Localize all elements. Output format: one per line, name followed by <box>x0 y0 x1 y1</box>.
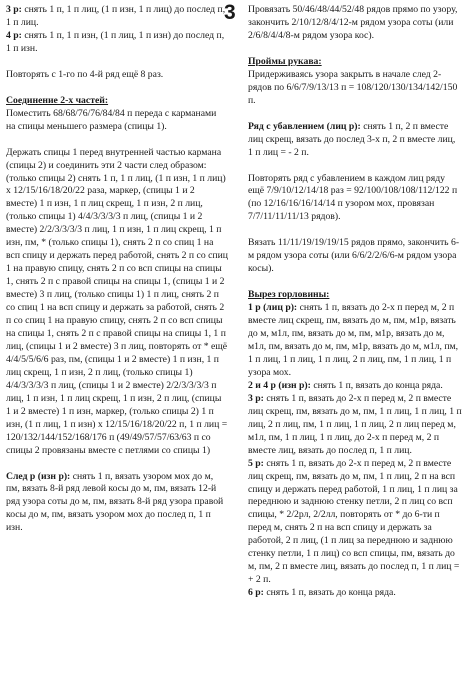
decrease-row-text: снять 1 п, 2 п вместе лиц скрещ, вязать до послед 3-х п, 2 п вместе лиц, 1 п лиц = - 2 п. <box>248 120 456 158</box>
next-row-text: снять 1 п, вязать узором мох до м, пм, вязать 8-й ряд левой косы до м, пм, вязать 12-й ряд узора соты до м, пм, вязать 8-й ряд узора правой косы до м, пм, вязать узором мох до послед п, 1 п изн. <box>6 470 224 534</box>
row-3-label: 3 р: <box>6 4 22 15</box>
neck-row-5-label: 5 р: <box>248 457 264 469</box>
row-3-text: снять 1 п, 1 п лиц, (1 п изн, 1 п лиц) до послед п, 1 п лиц. <box>6 4 226 28</box>
join-body: Держать спицы 1 перед внутренней частью кармана (спицы 2) и соединить эти 2 части след образом: (только спицы 2) снять 1 п, 1 п лиц, (1 п изн, 1 п лиц) х 12/15/16/18/20/22 раза, маркер, (спицы 1 и 2 вместе) 1 п изн, 1 п лиц скрещ, 1 п изн, 2 п лиц, (только спицы 1) 4/4/3/3/3/3 п лиц, (спицы 1 и 2 вместе) 2/2/3/3/3/3 п лиц, 1 п изн, 1 п лиц скрещ, 1 п изн, пм, * (только спицы 1), снять 2 п со спиц 1 на всп спицу и держать перед работой, снять 2 п со спиц 1 на правую спицу, снять 2 п со всп спицы на спицы 1, снять 2 п с правой спицы на спицы 1, (спицы 1 и 2 вместе) 3 п лиц, (только спицы 1) 1 п лиц, снять 2 п со спиц 1 на всп спицу и держать за работой, снять 2 п со спиц 1 на правую спицу, снять 2 п со всп спицы на спицы 1, снять 2 п с правой спицы на спицы 1, 1 п лиц, (спицы 1 и 2 вместе) 3 п лиц, повторять от * ещё 4/4/5/5/6/6 раз, пм, (спицы 1 и 2 вместе) 1 п изн, 1 п лиц скрещ, 1 п изн, 2 п лиц, (только спицы 1) 4/4/3/3/3/3 п лиц, (спицы 1 и 2 вместе) 2/2/3/3/3/3 п лиц, 1 п изн, 1 п лиц скрещ, 1 п изн, 2 п лиц, (спицы 1 и 2 вместе) 1 п изн, маркер, (только спицы 2) 1 п изн, (1 п лиц, 1 п изн) х 12/15/16/18/20/22 п, 1 п лиц = 120/132/144/152/168/176 п (49/49/57/57/63/63 п со спицы 2 провязаны вместе с петлями со спицы 1) <box>6 146 228 456</box>
neck-row-3-label: 3 р: <box>248 392 264 404</box>
neck-row-1-label: 1 р (лиц р): <box>248 302 298 314</box>
continue-instruction: Провязать 50/46/48/44/52/48 рядов прямо по узору, закончить 2/10/12/8/4/12-м рядом узора соты (или 2/6/8/4/4/8-м рядом узора кос). <box>248 4 458 41</box>
neck-row-5 <box>248 458 462 588</box>
neck-row-3-text: снять 1 п, вязать до 2-х п перед м, 2 п вместе лиц скрещ, пм, вязать до м, пм, 1 п лиц, 1 п лиц, 1 п лиц, 2 п лиц, пм, 1 п лиц, 1 п лиц, 2 п лиц перед м, м1л, пм, 1 п лиц, 1 п лиц, до 2-х п перед м, 2 п вместе лиц, вязать до послед п, 1 п лиц. <box>248 392 462 456</box>
neck-row-6-text: снять 1 п, вязать до конца ряда. <box>263 587 396 599</box>
neck-row-6-label: 6 р: <box>248 587 264 599</box>
row-4-text: снять 1 п, 1 п изн, (1 п лиц, 1 п изн) до послед п, 1 п изн. <box>6 29 225 54</box>
next-row-label: След р (изн р): <box>6 470 71 482</box>
left-column <box>6 4 228 535</box>
decrease-row-instruction <box>248 121 462 160</box>
neck-row-2-4 <box>248 380 462 393</box>
neck-heading: Вырез горловины: <box>248 289 330 301</box>
neck-row-2-4-label: 2 и 4 р (изн р): <box>248 379 311 391</box>
row-3-instruction <box>6 4 228 30</box>
neck-row-1 <box>248 302 462 380</box>
decrease-row-label: Ряд с убавлением (лиц р): <box>248 120 361 132</box>
page-number: 3 <box>224 1 236 24</box>
repeat-instruction: Повторять с 1-го по 4-й ряд ещё 8 раз. <box>6 68 164 80</box>
right-column <box>248 4 462 600</box>
join-intro: Поместить 68/68/76/76/84/84 п переда с карманами на спицы меньшего размера (спицы 1). <box>6 107 217 132</box>
row-4-label: 4 р: <box>6 29 22 41</box>
armhole-text: Придерживаясь узора закрыть в начале след 2-рядов по 6/6/7/9/13/13 п = 108/120/130/134/142/150 п. <box>248 68 458 106</box>
neck-row-5-text: снять 1 п, вязать до 2-х п перед м, 2 п вместе лиц скрещ, пм, вязать до м, пм, 1 п лиц, 2 п на всп спицу и держать перед работой, 1 п лиц, 1 п лиц за переднюю и заднюю стенку петли, 2 п лиц со всп спицы, * 2/2рл, 2/2лл, повторять от * до 6-ти п перед м, снять 2 п на всп спицу и держать за работой, 2 п лиц, (1 п лиц за переднюю и заднюю стенку петли, 1 п лиц) со всп спицы, пм, вязать до м, пм, 2 п вместе лиц, вязать до послед п, 1 п лиц = + 2 п. <box>248 457 460 586</box>
decrease-repeat: Повторять ряд с убавлением в каждом лиц ряду ещё 7/9/10/12/14/18 раз = 92/100/108/108/112/122 п (по 12/16/16/16/14/14 п узором мох, провязан 7/7/11/11/11/13 рядов). <box>248 172 458 223</box>
neck-row-3 <box>248 393 462 458</box>
neck-row-2-4-text: снять 1 п, вязать до конца ряда. <box>310 379 443 391</box>
straight-instruction: Вязать 11/11/19/19/19/15 рядов прямо, закончить 6-м рядом узора соты (или 6/6/2/2/6/6-м рядом узора косы). <box>248 237 460 275</box>
next-row-instruction <box>6 471 228 536</box>
neck-row-6 <box>248 587 462 600</box>
row-4-instruction <box>6 30 228 56</box>
join-heading: Соединение 2-х частей: <box>6 94 109 106</box>
neck-row-1-text: снять 1 п, вязать до 2-х п перед м, 2 п вместе лиц скрещ, пм, вязать до м, пм, м1р, вязать до м, м1л, пм, вязать до м, пм, м1р, вязать до м, м1л, пм, вязать до м, пм, м1р, вязать до м, м1л, пм, 1 п лиц, 1 п лиц, 1 п лиц, 2 п лиц, пм, 1 п лиц, 1 п узора мох. <box>248 302 459 378</box>
armhole-heading: Проймы рукава: <box>248 55 322 67</box>
